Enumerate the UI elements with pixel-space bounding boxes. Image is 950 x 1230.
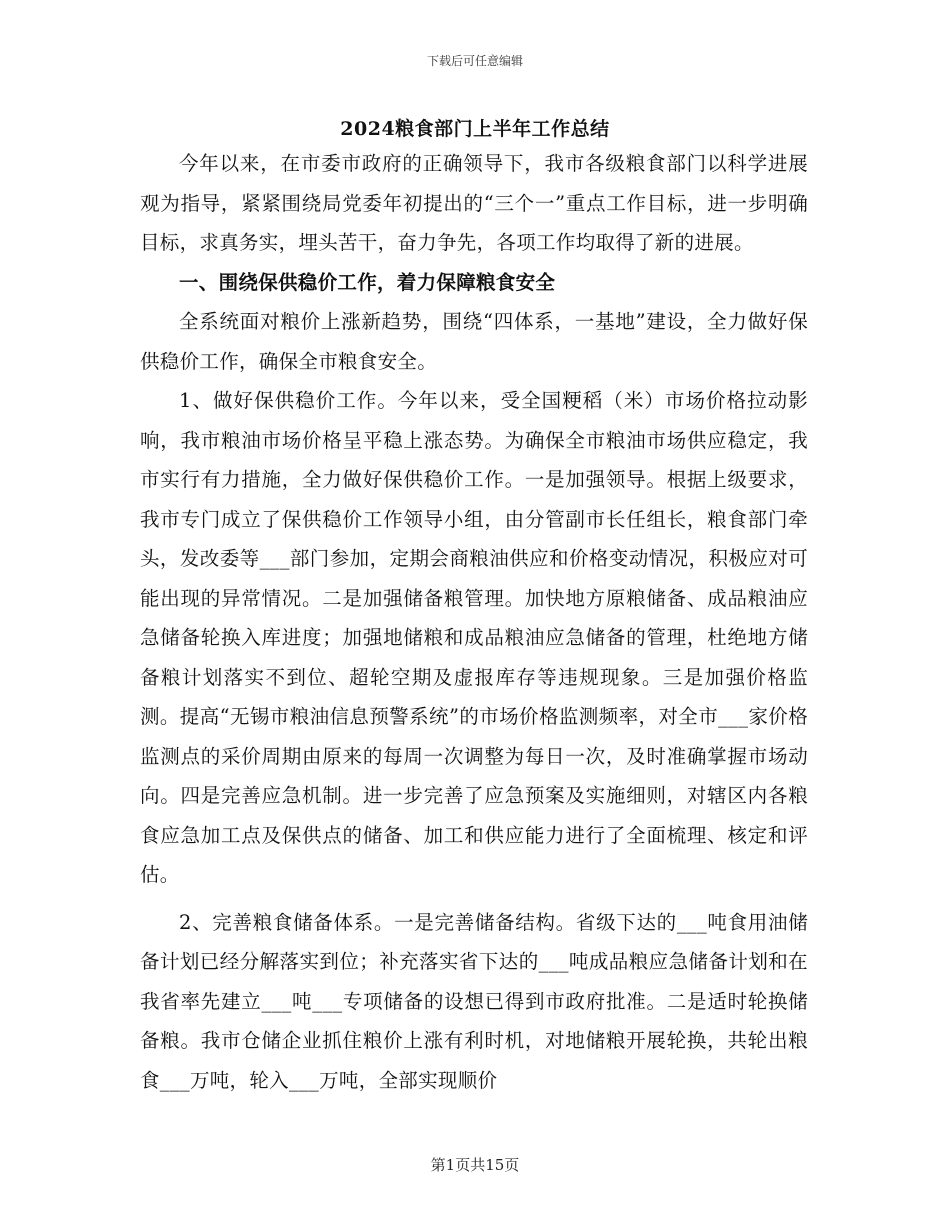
section-heading: 一、围绕保供稳价工作，着力保障粮食安全 — [179, 270, 556, 294]
section-intro-paragraph: 全系统面对粮价上涨新趋势，围绕“四体系，一基地”建设，全力做好保供稳价工作，确保全市粮食安全。 — [140, 310, 808, 373]
item-2-paragraph: 2、完善粮食储备体系。一是完善储备结构。省级下达的___吨食用油储备计划已经分解落实到位；补充落实省下达的___吨成品粮应急储备计划和在我省率先建立___吨___专项储备的设想已得到市政府批准。二是适时轮换储备粮。我市仓储企业抓住粮价上涨有利时机，对地储粮开展轮换，共轮出粮食___万吨，轮入___万吨，全部实现顺价 — [140, 910, 808, 1092]
page-number: 第1页共15页 — [430, 1156, 520, 1174]
item-1-paragraph: 1、做好保供稳价工作。今年以来，受全国粳稻（米）市场价格拉动影响，我市粮油市场价格呈平稳上涨态势。为确保全市粮油市场供应稳定，我市实行有力措施，全力做好保供稳价工作。一是加强领导。根据上级要求，我市专门成立了保供稳价工作领导小组，由分管副市长任组长，粮食部门牵头，发改委等___部门参加，定期会商粮油供应和价格变动情况，积极应对可能出现的异常情况。二是加强储备粮管理。加快地方原粮储备、成品粮油应急储备轮换入库进度；加强地储粮和成品粮油应急储备的管理，杜绝地方储备粮计划落实不到位、超轮空期及虚报库存等违规现象。三是加强价格监测。提高“无锡市粮油信息预警系统”的市场价格监测频率，对全市___家价格监测点的采价周期由原来的每周一次调整为每日一次，及时准确掌握市场动向。四是完善应急机制。进一步完善了应急预案及实施细则，对辖区内各粮食应急加工点及保供点的储备、加工和供应能力进行了全面梳理、核定和评估。 — [140, 389, 808, 886]
document-body — [140, 144, 808, 1100]
header-note: 下载后可任意编辑 — [426, 54, 523, 68]
document-title: 2024粮食部门上半年工作总结 — [340, 118, 610, 140]
intro-paragraph: 今年以来，在市委市政府的正确领导下，我市各级粮食部门以科学进展观为指导，紧紧围绕局党委年初提出的“三个一”重点工作目标，进一步明确目标，求真务实，埋头苦干，奋力争先，各项工作均取得了新的进展。 — [140, 152, 808, 254]
